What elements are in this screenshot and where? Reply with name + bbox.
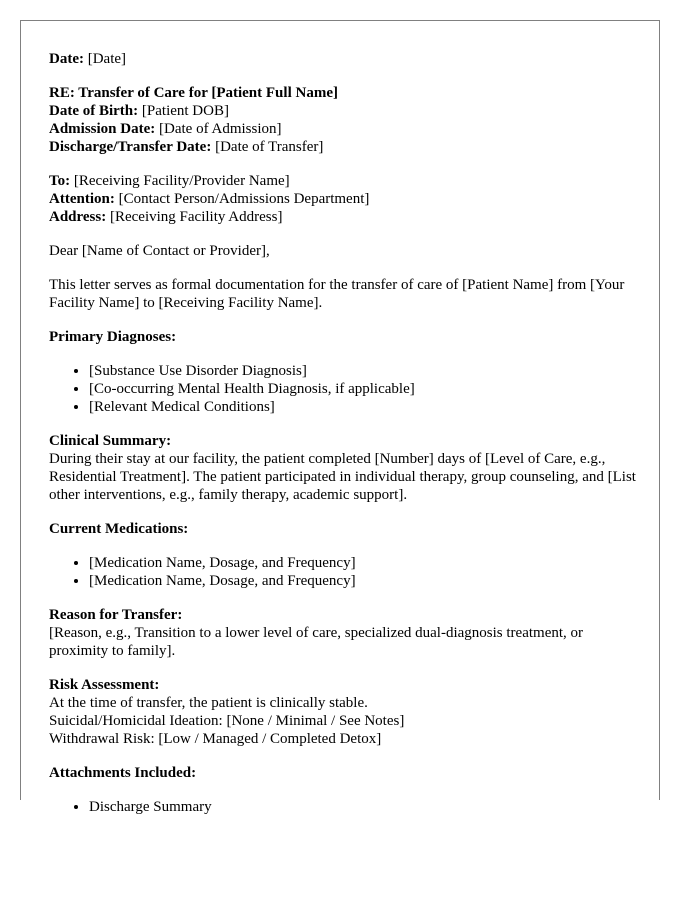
current-medications-title: Current Medications: [49,521,189,537]
admission-label: Admission Date: [49,121,156,137]
dob-line [49,102,639,120]
attachment-item: • Discharge Summary [89,798,639,816]
diagnosis-item: • [Co-occurring Mental Health Diagnosis, if applicable] [89,380,639,398]
date-line [49,50,639,68]
risk-assessment-block [49,676,639,748]
clinical-summary-text: During their stay at our facility, the patient completed [Number] days of [Level of Care, e.g., Residential Treatment]. The patient participated in individual therapy, group counseling, and [List other interventions, e.g., family therapy, academic support]. [49,451,636,503]
primary-diagnoses-list [49,362,639,416]
attachments-title: Attachments Included: [49,765,197,781]
medication-item: • [Medication Name, Dosage, and Frequency] [89,572,639,590]
dob-value: [Patient DOB] [141,103,229,119]
recipient-block [49,172,639,226]
address-label: Address: [49,209,107,225]
clinical-summary-block [49,432,639,504]
attention-value: [Contact Person/Admissions Department] [118,191,370,207]
to-line [49,172,639,190]
dob-label: Date of Birth: [49,103,139,119]
medication-item: • [Medication Name, Dosage, and Frequency] [89,554,639,572]
risk-assessment-line: Withdrawal Risk: [Low / Managed / Completed Detox] [49,731,382,747]
reason-for-transfer-title: Reason for Transfer: [49,607,183,623]
letter-content [49,50,639,832]
letter-page [20,20,660,815]
risk-assessment-title: Risk Assessment: [49,677,160,693]
discharge-label: Discharge/Transfer Date: [49,139,212,155]
date-label: Date: [49,51,84,67]
risk-assessment-line: Suicidal/Homicidal Ideation: [None / Minimal / See Notes] [49,713,405,729]
admission-line [49,120,639,138]
reason-for-transfer-text: [Reason, e.g., Transition to a lower level of care, specialized dual-diagnosis treatment, or proximity to family]. [49,625,584,659]
admission-value: [Date of Admission] [159,121,282,137]
address-value: [Receiving Facility Address] [109,209,283,225]
reason-for-transfer-block [49,606,639,660]
attention-line [49,190,639,208]
diagnosis-item: • [Relevant Medical Conditions] [89,398,639,416]
clinical-summary-title: Clinical Summary: [49,433,172,449]
date-value: [Date] [87,51,127,67]
attention-label: Attention: [49,191,115,207]
re-block [49,84,639,156]
salutation: Dear [Name of Contact or Provider], [49,243,270,259]
discharge-value: [Date of Transfer] [215,139,324,155]
diagnosis-item: • [Substance Use Disorder Diagnosis] [89,362,639,380]
re-title: RE: Transfer of Care for [Patient Full Name] [49,85,338,101]
discharge-line [49,138,639,156]
current-medications-list [49,554,639,590]
attachments-list [49,798,639,816]
address-line [49,208,639,226]
intro-paragraph: This letter serves as formal documentation for the transfer of care of [Patient Name] from [Your Facility Name] to [Receiving Facility Name]. [49,277,625,311]
to-value: [Receiving Facility/Provider Name] [73,173,290,189]
primary-diagnoses-title: Primary Diagnoses: [49,329,177,345]
to-label: To: [49,173,71,189]
risk-assessment-line: At the time of transfer, the patient is clinically stable. [49,695,368,711]
